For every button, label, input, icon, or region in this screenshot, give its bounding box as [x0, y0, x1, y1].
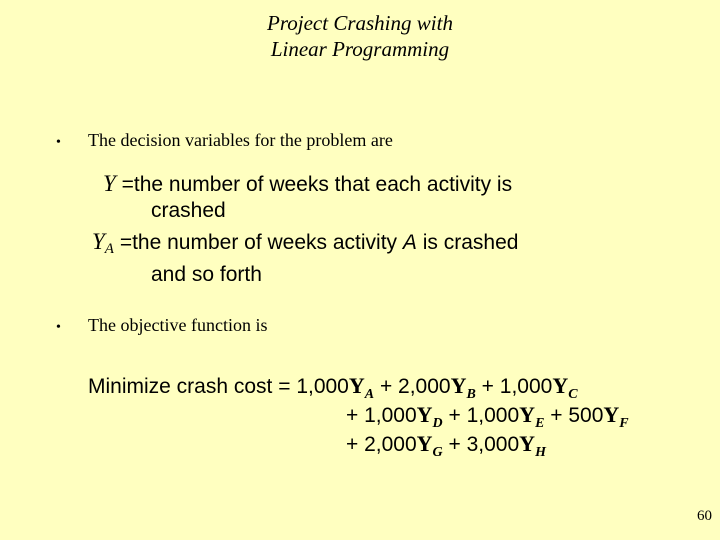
objective-line-3	[346, 431, 546, 466]
term-sub: G	[432, 445, 443, 460]
variable-subscript: A	[104, 241, 114, 257]
term-var: Y	[603, 402, 620, 427]
slide-title	[0, 10, 720, 62]
term-sub: C	[568, 387, 578, 402]
term-coef: 2,000	[398, 375, 451, 398]
definition-y-text-2: crashed	[151, 199, 226, 222]
term-coef: 1,000	[296, 375, 349, 398]
definition-ya-text-pre: =the number of weeks activity	[119, 231, 403, 254]
term-op: +	[544, 404, 569, 427]
term-sub: A	[364, 387, 375, 402]
term-var: Y	[348, 373, 365, 398]
term-sub: B	[466, 387, 476, 402]
term-sub: F	[619, 416, 629, 431]
activity-letter: A	[402, 231, 417, 254]
term-var: Y	[416, 402, 433, 427]
variable-y: Y	[103, 171, 116, 196]
definition-ya-text-post: is crashed	[416, 231, 519, 254]
term-var: Y	[416, 431, 433, 456]
term-op: +	[442, 433, 467, 456]
term-op: +	[442, 404, 467, 427]
term-coef: 500	[568, 404, 604, 427]
term-coef: 3,000	[466, 433, 520, 456]
bullet-dot: •	[56, 135, 61, 150]
title-line-2: Linear Programming	[270, 37, 450, 61]
term-var: Y	[552, 373, 569, 398]
definition-ya-text-2: and so forth	[151, 263, 262, 286]
term-coef: 1,000	[466, 404, 520, 427]
title-line-1: Project Crashing with	[267, 11, 453, 35]
variable-y: Y	[92, 229, 105, 254]
term-coef: + 1,000	[346, 404, 417, 427]
term-sub: D	[432, 416, 443, 431]
definition-y	[103, 171, 512, 224]
term-var: Y	[519, 402, 536, 427]
term-sub: H	[535, 445, 546, 460]
bullet-decision-variables	[56, 129, 393, 154]
definition-y-text-1: =the number of weeks that each activity is	[121, 173, 513, 196]
bullet-objective-function	[56, 314, 267, 339]
objective-label: Minimize crash cost =	[88, 375, 297, 398]
bullet-text: The decision variables for the problem are	[88, 130, 393, 150]
definition-ya	[92, 229, 518, 288]
term-op: +	[475, 375, 500, 398]
term-var: Y	[519, 431, 536, 456]
bullet-dot: •	[56, 320, 61, 335]
term-sub: E	[535, 416, 545, 431]
bullet-text: The objective function is	[88, 315, 268, 335]
term-coef: 1,000	[499, 375, 553, 398]
term-coef: + 2,000	[346, 433, 417, 456]
page-number: 60	[697, 508, 712, 524]
term-var: Y	[450, 373, 467, 398]
term-op: +	[374, 375, 399, 398]
